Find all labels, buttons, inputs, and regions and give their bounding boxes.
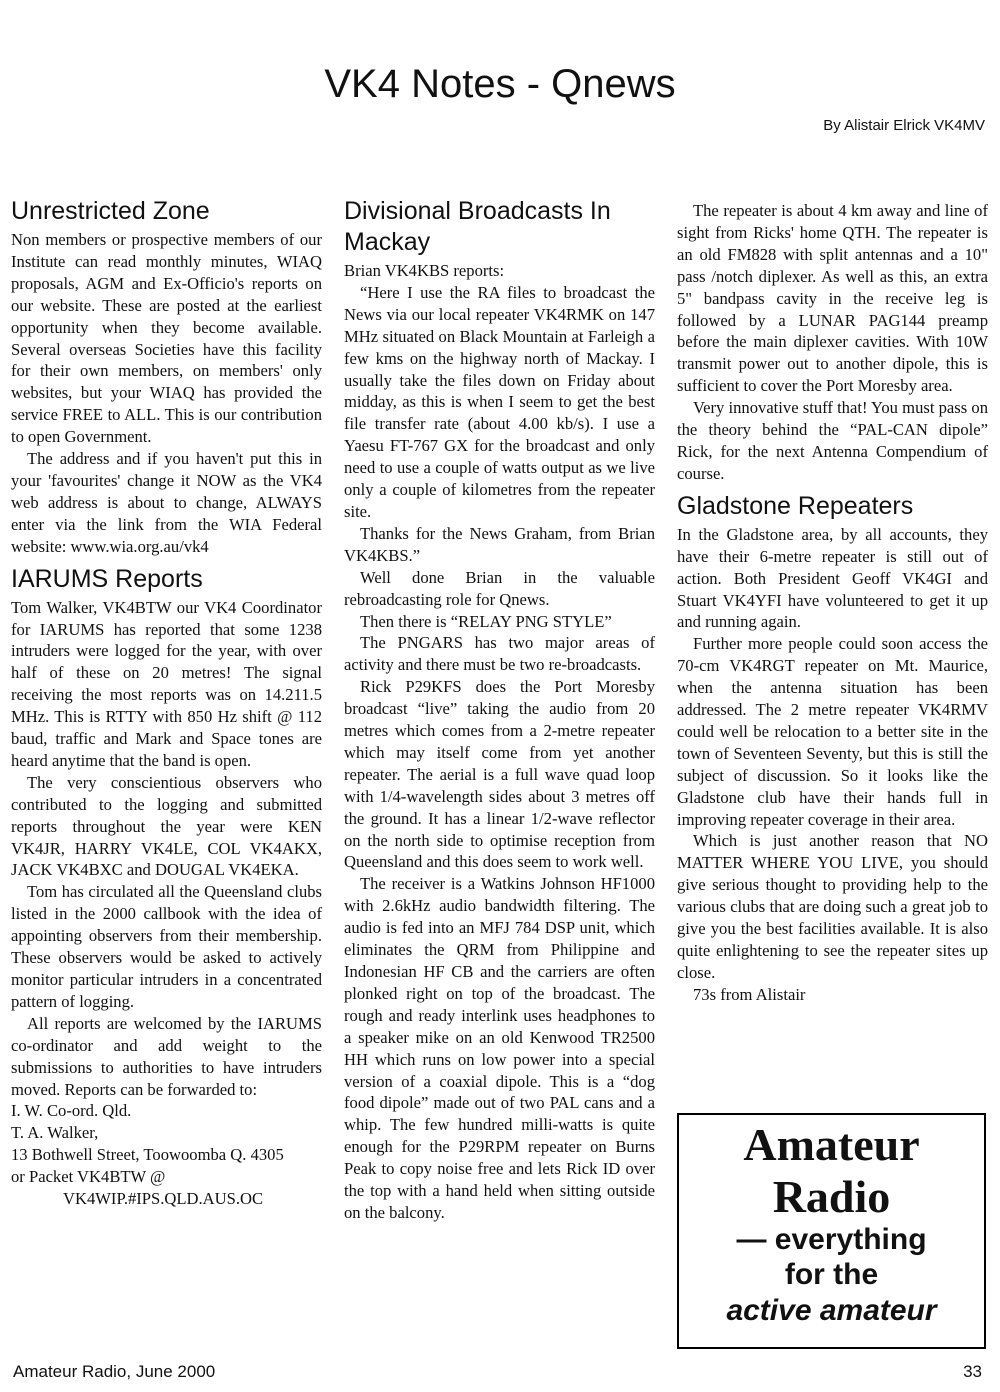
paragraph: The PNGARS has two major areas of activity and there must be two re-broadcasts. [344, 633, 655, 675]
ad-tagline-3: active amateur [726, 1294, 937, 1327]
address-line: 13 Bothwell Street, Toowoomba Q. 4305 [11, 1145, 284, 1165]
advertisement-box [677, 1113, 986, 1349]
page-title: VK4 Notes - Qnews [324, 62, 676, 106]
paragraph: Tom Walker, VK4BTW our VK4 Coordinator for IARUMS has reported that some 1238 intruders were logged for the year, with over half of these on 20 metres! The signal receiving the most reports was on 14.211.5 MHz. This is RTTY with 850 Hz shift @ 112 baud, traffic and Mark and Space tones are heard anytime that the band is open. [11, 597, 322, 770]
ad-tagline-1: — everything [736, 1223, 927, 1256]
paragraph: 73s from Alistair [693, 984, 806, 1004]
section-heading-gladstone-repeaters: Gladstone Repeaters [677, 491, 914, 520]
column-left [11, 196, 322, 1210]
paragraph: All reports are welcomed by the IARUMS co-ordinator and add weight to the submissions to authorities to have intruders moved. Reports can be forwarded to: [11, 1013, 322, 1099]
paragraph: Which is just another reason that NO MATTER WHERE YOU LIVE, you should give serious thought to providing help to the various clubs that are doing such a great job to give you the best facilities available. It is also quite enlightening to see the repeater sites up close. [677, 831, 988, 982]
paragraph: Then there is “RELAY PNG STYLE” [360, 611, 612, 631]
paragraph: Non members or prospective members of our Institute can read monthly minutes, WIAQ proposals, AGM and Ex-Officio's reports on our website. These are posted at the earliest opportunity when they become available. Several overseas Societies have this facility for their own members, on members' only websites, but your WIAQ has provided the service FREE to ALL. This is our contribution to open Government. [11, 230, 322, 447]
paragraph: Further more people could soon access the 70-cm VK4RGT repeater on Mt. Maurice, when the antenna situation has been addressed. The 2 metre repeater VK4RMV could well be relocation to a better site in the town of Seventeen Seventy, but this is still the subject of discussion. So it looks like the Gladstone club have their hands full in improving repeater coverage in their area. [677, 634, 988, 829]
address-line: VK4WIP.#IPS.QLD.AUS.OC [63, 1189, 264, 1209]
column-middle [344, 196, 655, 1224]
paragraph: In the Gladstone area, by all accounts, they have their 6-metre repeater is still out of action. Both President Geoff VK4GI and Stuart VK4YFI have volunteered to get it up and running again. [677, 524, 988, 632]
ad-tagline-2: for the [784, 1258, 879, 1291]
paragraph: The receiver is a Watkins Johnson HF1000 with 2.6kHz audio bandwidth filtering. The audio is fed into an MFJ 784 DSP unit, which eliminates the QRM from Philippine and Indonesian HF CB and the carriers are often plonked right on top of the broadcast. The rough and ready interlink uses headphones to a speaker mike on an old Kenwood TR2500 HH which runs on low power into a special version of a coaxial dipole. This is a “dog food dipole” made out of two PAL cans and a whip. The few hundred milli-watts is quite enough for the P29RPM repeater on Burns Peak to copy noise free and lets Rick ID over the top with a hand held when sitting outside on the balcony. [344, 874, 655, 1222]
paragraph: Thanks for the News Graham, from Brian VK4KBS.” [344, 523, 655, 565]
ad-logo-line1: Amateur [743, 1119, 920, 1170]
paragraph: Very innovative stuff that! You must pass on the theory behind the “PAL-CAN dipole” Rick, for the next Antenna Compendium of course. [677, 398, 988, 483]
page-number: 33 [963, 1362, 982, 1381]
section-heading-iarums-reports: IARUMS Reports [11, 564, 203, 593]
paragraph: Well done Brian in the valuable rebroadcasting role for Qnews. [344, 567, 655, 609]
paragraph: “Here I use the RA files to broadcast the News via our local repeater VK4RMK on 147 MHz situated on Black Mountain at Farleigh a few kms on the highway north of Mackay. I usually take the files down on Friday about midday, as this is when I seem to get the best file transfer rate (about 4.00 kb/s). I use a Yaesu FT-767 GX for the broadcast and only need to use a couple of watts output as we live only a couple of kilometres from the repeater site. [344, 282, 655, 521]
paragraph: The address and if you haven't put this in your 'favourites' change it NOW as the VK4 web address is about to change, ALWAYS enter via the link from the WIA Federal website: www.wia.org.au/vk4 [11, 449, 322, 556]
paragraph: The repeater is about 4 km away and line of sight from Ricks' home QTH. The repeater is an old FM828 with split antennas and a 10" pass /notch diplexer. As well as this, an extra 5" bandpass cavity in the receive leg is followed by a LUNAR PAG144 preamp before the main diplexer cavities. With 10W transmit power out to another dipole, this is sufficient to cover the Port Moresby area. [677, 201, 988, 396]
byline: By Alistair Elrick VK4MV [823, 117, 985, 134]
paragraph: Brian VK4KBS reports: [344, 261, 505, 280]
paragraph: Rick P29KFS does the Port Moresby broadcast “live” taking the audio from 20 metres which comes from a 2-metre repeater which may itself come from yet another repeater. The aerial is a full wave quad loop with 1/4-wavelength sides about 3 metres off the ground. It has a linear 1/2-wave reflector on the north side to optimise reception from Queensland and this does seem to work well. [344, 677, 655, 872]
address-line: or Packet VK4BTW @ [11, 1167, 166, 1187]
address-line: T. A. Walker, [11, 1123, 99, 1143]
ad-logo-line2: Radio [772, 1171, 891, 1222]
paragraph: The very conscientious observers who contributed to the logging and submitted reports throughout the year were KEN VK4JR, HARRY VK4LE, COL VK4AKX, JACK VK4BXC and DOUGAL VK4EKA. [11, 772, 322, 880]
section-heading-unrestricted-zone: Unrestricted Zone [11, 197, 210, 225]
paragraph: Tom has circulated all the Queensland clubs listed in the 2000 callbook with the idea of appointing observers from their membership. These observers would be asked to actively monitor particular intruders in a concentrated pattern of logging. [11, 882, 322, 1011]
column-right [677, 200, 988, 1006]
address-line: I. W. Co-ord. Qld. [11, 1101, 132, 1121]
section-heading-divisional-broadcasts: Divisional Broadcasts In Mackay [344, 197, 611, 256]
footer-publication: Amateur Radio, June 2000 [13, 1362, 216, 1381]
